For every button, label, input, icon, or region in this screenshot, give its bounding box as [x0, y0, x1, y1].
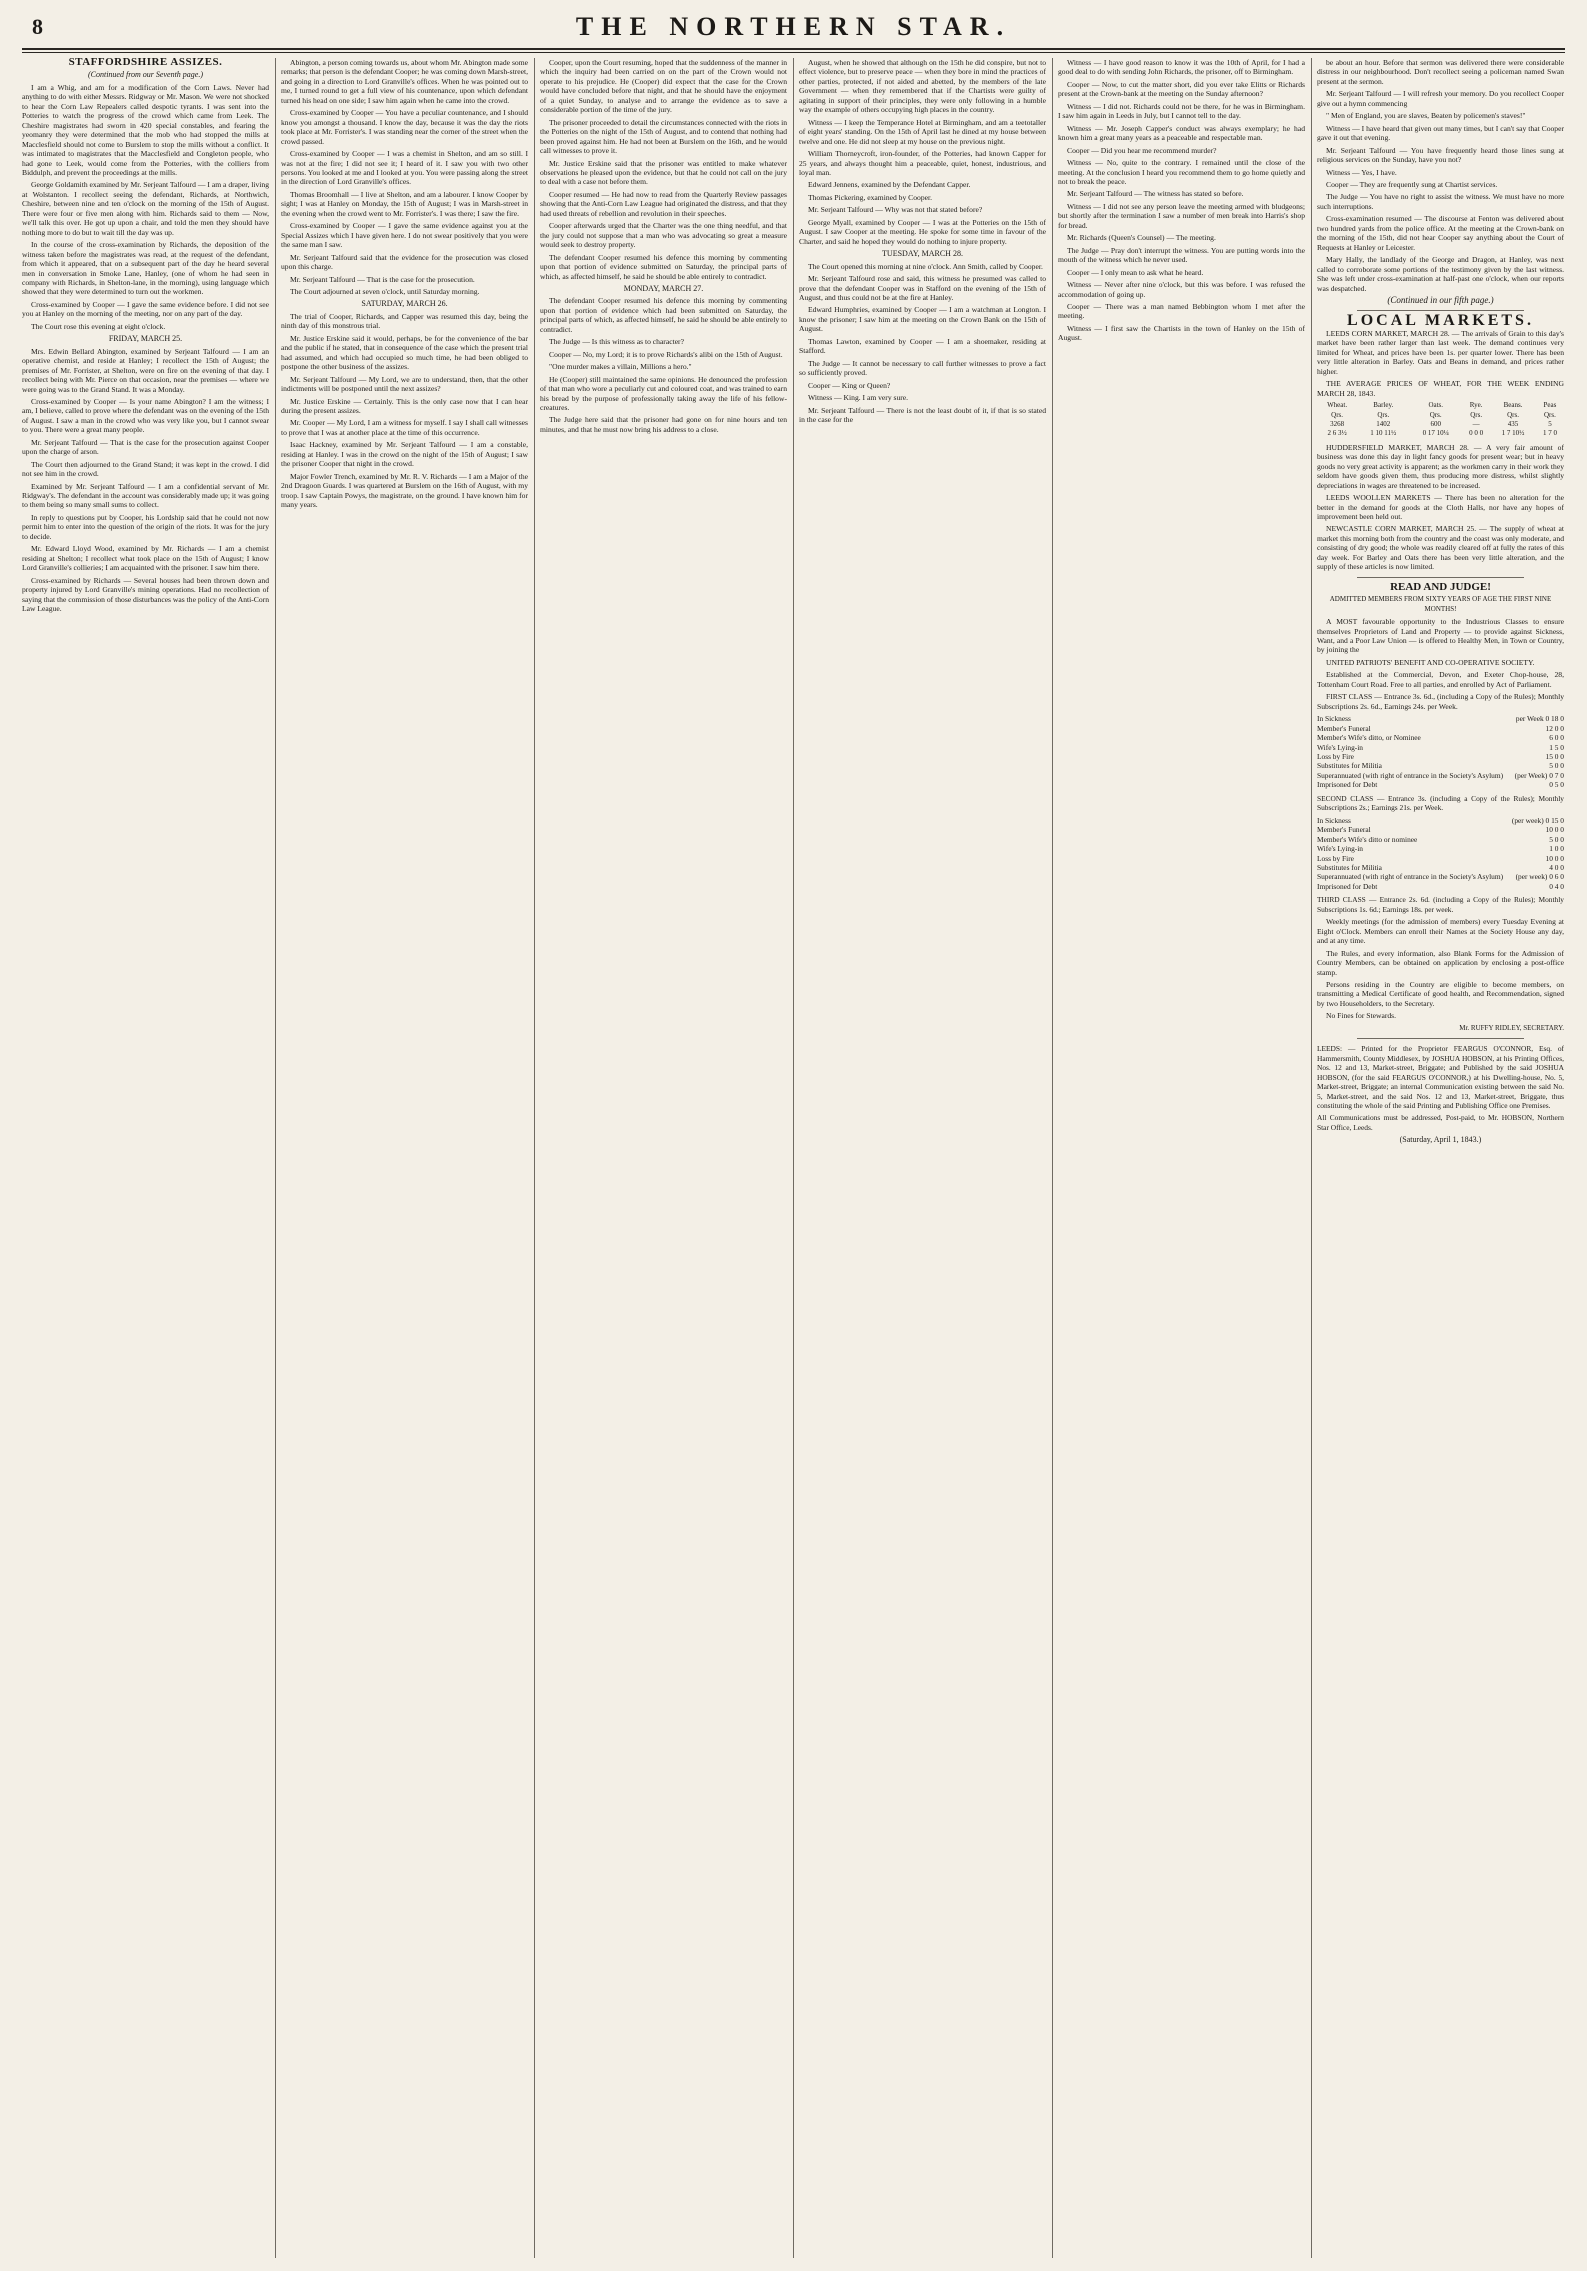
paragraph: Witness — I did not. Richards could not be there, for he was in Birmingham. I saw him again in Leeds in July, but I cannot tell to the day.	[1058, 101, 1305, 121]
paragraph-group	[540, 58, 787, 281]
benefit-rates-table	[1317, 714, 1564, 790]
paragraph: Witness — Never after nine o'clock, but this was before. I was refused the accommodation of going up.	[1058, 280, 1305, 299]
paragraph: The defendant Cooper resumed his defence this morning by commenting upon that portion of evidence which had been submitted on Saturday, the principal parts of which, as affected himself, he said he should be able entirely to contradict.	[540, 296, 787, 334]
rate-amount: 1 0 0	[1549, 844, 1564, 854]
column-6	[1317, 58, 1564, 2258]
paragraph: FIRST CLASS — Entrance 3s. 6d., (including a Copy of the Rules); Monthly Subscriptions 2s. 6d., Earnings 24s. per Week.	[1317, 692, 1564, 711]
paragraph: George Myall, examined by Cooper — I was at the Potteries on the 15th of August. I saw Cooper at the meeting. He spoke for some time in favour of the Charter, and said he hoped they would do nothing to injure property.	[799, 217, 1046, 246]
paragraph: Witness — I have heard that given out many times, but I can't say that Cooper gave it out that evening.	[1317, 123, 1564, 143]
paragraph: The Court opened this morning at nine o'clock. Ann Smith, called by Cooper.	[808, 261, 1043, 271]
advert-heading: READ AND JUDGE!	[1390, 580, 1491, 593]
paragraph: Cross-examined by Cooper — Is your name Abington? I am the witness; I am, I believe, called to prove where the defendant was on the evening of the 15th of August. I saw a man in the crowd who was very like you, but I cannot swear to you. There were a great many people.	[22, 396, 269, 435]
rate-label: Superannuated (with right of entrance in the Society's Asylum)	[1317, 872, 1504, 882]
price-cell: Beans.	[1503, 401, 1523, 410]
column-divider	[1052, 58, 1053, 2258]
rate-row	[1317, 780, 1564, 789]
rate-row	[1317, 835, 1564, 844]
rate-label: Substitutes for Militia	[1317, 761, 1382, 771]
rate-label: Superannuated (with right of entrance in the Society's Asylum)	[1317, 770, 1504, 780]
paragraph: The Court adjourned at seven o'clock, until Saturday morning.	[290, 286, 480, 296]
rate-row	[1317, 752, 1564, 761]
imprint: LEEDS: — Printed for the Proprietor FEARGUS O'CONNOR, Esq. of Hammersmith, County Middlesex, by JOSHUA HOBSON, at his Printing Offices, Nos. 12 and 13, Market-street, Briggate; and Published by the said JOSHUA HOBSON, (for the said FEARGUS O'CONNOR,) at his Dwelling-house, No. 5, Market-street, Briggate; an internal Communication existing between the said No. 5, Market-street, and the said Nos. 12 and 13, Market-street, Briggate, thus constituting the whole of the said Printing and Publishing Office one Premises.	[1317, 1044, 1564, 1110]
paragraph: Edward Jennens, examined by the Defendant Capper.	[808, 180, 971, 190]
price-table	[1317, 401, 1564, 439]
paragraph-group	[1317, 917, 1564, 1021]
article-heading: STAFFORDSHIRE ASSIZES.	[68, 58, 223, 68]
rate-row	[1317, 882, 1564, 891]
section-rule	[1357, 310, 1524, 311]
paragraph: HUDDERSFIELD MARKET, MARCH 28. — A very fair amount of business was done this day in light fancy goods for present wear; but in heavy goods no very great activity is apparent; as the workmen carry in their work they seldom have goods given them, thus producing more distress, whilst slightly depreciations in wages are threatened to be increased.	[1317, 442, 1564, 490]
paragraph: LEEDS WOOLLEN MARKETS — There has been no alteration for the better in the demand for goods at the Cloth Halls, nor have any hopes of improvement been held out.	[1317, 493, 1564, 522]
rate-row	[1317, 854, 1564, 863]
price-cell: Qrs.	[1470, 410, 1483, 419]
paragraph: Examined by Mr. Serjeant Talfourd — I am a confidential servant of Mr. Ridgway's. The defendant in the account was considerably made up; it was going to them being so many small sums to collect.	[22, 481, 269, 510]
price-table-units	[1317, 411, 1564, 420]
rate-label: Member's Wife's ditto or nominee	[1317, 834, 1418, 844]
rate-amount: (per Week) 0 7 0	[1514, 770, 1564, 780]
rate-amount: 4 0 0	[1549, 862, 1564, 872]
rate-label: Loss by Fire	[1317, 752, 1354, 761]
rate-label: Wife's Lying-in	[1317, 742, 1363, 752]
paragraph: Cross-examined by Cooper — I gave the same evidence before. I did not see you at Hanley on the morning of the meeting, nor on any part of the day.	[22, 299, 269, 319]
rate-label: Member's Funeral	[1317, 825, 1371, 835]
rate-label: Member's Wife's ditto, or Nominee	[1317, 733, 1421, 743]
paragraph: The prisoner proceeded to detail the circumstances connected with the riots in the Potteries on the night of the 15th of August, and to contend that nothing had been proved against him. He had not been at Burslem on the 16th, and he would call witnesses to prove it.	[540, 117, 787, 156]
day-heading: FRIDAY, MARCH 25.	[108, 334, 183, 344]
day-heading: SATURDAY, MARCH 26.	[361, 299, 448, 309]
paragraph: Witness — No, quite to the contrary. I remained until the close of the meeting. At the conclusion I heard you recommend them to go home quietly and not to break the peace.	[1058, 158, 1305, 186]
paragraph: Mr. Serjeant Talfourd rose and said, this witness he presumed was called to prove that the defendant Cooper was in Stafford on the evening of the 15th of August, and thus could not be at the fire at Hanley.	[799, 274, 1046, 302]
paragraph: Cross-examined by Cooper — I gave the same evidence against you at the Special Assizes which I have given here. I do not swear positively that you were the same man I saw.	[281, 221, 528, 250]
price-cell: Wheat.	[1327, 401, 1348, 410]
masthead-rule-thin	[22, 52, 1565, 53]
page-number: 8	[32, 14, 43, 39]
price-cell: 0 17 10¼	[1422, 429, 1449, 438]
paragraph: Cooper, upon the Court resuming, hoped that the suddenness of the manner in which the inquiry had been carried on on the part of the Crown would not operate to his prejudice. He (Cooper) did expect that the case for the Crown would have concluded before that night, and that he should have the enjoyment of a quiet Sunday, to analyse and to arrange the evidence as to save a considerable portion of the time of the jury.	[540, 58, 787, 115]
paragraph: Witness — I keep the Temperance Hotel at Birmingham, and am a teetotaller of eight years' standing. On the 15th of April last he dined at my house between twelve and one. He did not sleep at my house on the previous night.	[799, 117, 1046, 146]
column-divider	[275, 58, 276, 2258]
paragraph: Cooper — No, my Lord; it is to prove Richards's alibi on the 15th of August.	[549, 349, 783, 359]
paragraph-group	[22, 482, 269, 614]
paragraph: The trial of Cooper, Richards, and Capper was resumed this day, being the ninth day of this monstrous trial.	[281, 311, 528, 331]
paragraph: Thomas Pickering, examined by Cooper.	[808, 192, 933, 202]
price-cell: Qrs.	[1507, 410, 1519, 419]
paragraph: No Fines for Stewards.	[1326, 1011, 1397, 1021]
price-cell: Qrs.	[1429, 410, 1442, 419]
price-cell: Peas	[1543, 401, 1557, 410]
rate-label: Imprisoned for Debt	[1317, 881, 1378, 891]
paragraph: Mr. Serjeant Talfourd said that the evidence for the prosecution was closed upon this charge.	[281, 252, 528, 272]
paragraph: Established at the Commercial, Devon, and Exeter Chop-house, 28, Tottenham Court Road. Free to all parties, and enrolled by Act of Parliament.	[1317, 670, 1564, 689]
section-rule	[1357, 577, 1524, 578]
rate-amount: (per week) 0 6 0	[1515, 872, 1564, 882]
paragraph: UNITED PATRIOTS' BENEFIT AND CO-OPERATIVE SOCIETY.	[1326, 657, 1535, 667]
newspaper-title: THE NORTHERN STAR.	[575, 12, 1012, 41]
paragraph-group	[1058, 58, 1305, 343]
paragraph: Mr. Justice Erskine said it would, perhaps, be for the convenience of the bar and the public if he stated, that in consequence of the case which the present trial had assumed, and which had occupied so much time, he had been obliged to postpone the other business of the assizes.	[281, 333, 528, 372]
paragraph: The defendant Cooper resumed his defence this morning by commenting upon that portion of evidence submitted on Saturday, the principal parts of which, as affected himself, he said he should be able entirely to contradict.	[540, 252, 787, 281]
paragraph-group	[281, 58, 528, 296]
benefit-rates-table	[1317, 816, 1564, 892]
paragraph: Isaac Hackney, examined by Mr. Serjeant Talfourd — I am a constable, residing at Hanley. I was in the crowd on the night of the 15th of August; I saw the prisoner Cooper that night in the crowd.	[281, 440, 528, 469]
column-2	[281, 58, 528, 2258]
rate-row	[1317, 771, 1564, 780]
newspaper-page	[22, 12, 1565, 2262]
paragraph-group	[1317, 617, 1564, 711]
price-cell: —	[1472, 419, 1480, 428]
price-table-values	[1317, 429, 1564, 438]
column-5	[1058, 58, 1305, 2258]
rate-amount: 12 0 0	[1545, 723, 1564, 733]
paragraph-group	[1317, 443, 1564, 572]
price-cell: 5	[1548, 419, 1552, 428]
rate-amount: 15 0 0	[1545, 752, 1564, 761]
price-cell: Qrs.	[1377, 410, 1390, 419]
paragraph: Mr. Justice Erskine said that the prisoner was entitled to make whatever observations he pleased upon the evidence, but that he could not call on the jury to deal with a case not before them.	[540, 158, 787, 187]
paragraph: Cooper — There was a man named Bebbington whom I met after the meeting.	[1058, 301, 1305, 321]
rate-row	[1317, 825, 1564, 834]
rate-label: In Sickness	[1317, 815, 1351, 825]
issue-date: (Saturday, April 1, 1843.)	[1399, 1135, 1482, 1145]
paragraph: The Court then adjourned to the Grand Stand; it was kept in the crowd. I did not see him in the crowd.	[22, 459, 269, 479]
paragraph-group	[1317, 329, 1564, 398]
rate-label: Substitutes for Militia	[1317, 862, 1382, 872]
column-1	[22, 58, 269, 2258]
paragraph: Mr. Edward Lloyd Wood, examined by Mr. Richards — I am a chemist residing at Shelton; I recollect what took place on the 15th of August; I know Lord Granville's collieries; I am acquainted with the prisoner. I saw him there.	[22, 544, 269, 573]
paragraph: A MOST favourable opportunity to the Industrious Classes to ensure themselves Proprietors of Land and Property — to provide against Sickness, Want, and a Poor Law Union — is offered to Healthy Men, in Town or Country, by joining the	[1317, 617, 1564, 655]
paragraph: "One murder makes a villain, Millions a hero."	[549, 362, 692, 372]
price-cell: 1 7 0	[1542, 429, 1557, 438]
section-rule	[1357, 1038, 1524, 1039]
rate-amount: 10 0 0	[1545, 825, 1564, 835]
paragraph: Cooper — I only mean to ask what he heard.	[1067, 267, 1204, 277]
paragraph: Mr. Serjeant Talfourd — The witness has stated so before.	[1067, 189, 1244, 199]
rate-amount: per Week 0 18 0	[1515, 714, 1564, 724]
paragraph: Witness — King. I am very sure.	[808, 393, 909, 403]
paragraph: Cooper — They are frequently sung at Chartist services.	[1326, 179, 1498, 189]
rate-label: Imprisoned for Debt	[1317, 780, 1378, 790]
paragraph: Cross-examined by Cooper — I was a chemist in Shelton, and am so still. I was not at the fire; I did not see it; I heard of it. I saw you with two other persons. You looked at me and I looked at you. You were passing along the street in the direction of Lord Granville's offices.	[281, 149, 528, 187]
paragraph: William Thorneycroft, iron-founder, of the Potteries, had known Capper for 25 years, and always thought him a peaceable, quiet, honest, industrious, and loyal man.	[799, 149, 1046, 177]
paragraph: George Goldamith examined by Mr. Serjeant Talfourd — I am a draper, living at Wolstanton. I recollect seeing the defendant, Richards, at Northwich, Cheshire, between nine and ten o'clock on the morning of the 15th of August. There were four or five men along with him. Richards said to them — Now, we'll talk this over. He got up upon a chair, and told the men they should have nothing more to do but to wait till the day was up.	[22, 180, 269, 237]
rate-row	[1317, 733, 1564, 742]
paragraph: Mary Hally, the landlady of the George and Dragon, at Hanley, was next called to corroborate some portions of the testimony given by the last witness. She was left under cross-examination at half-past one o'clock, when our reports was despatched.	[1317, 255, 1564, 293]
rate-amount: 5 0 0	[1549, 834, 1564, 844]
paragraph: Cross-examination resumed — The discourse at Fenton was delivered about two hundred yards from the police office. At the meeting at the Crown-bank on the morning of the 15th, did not hear Cooper say anything about the Court of Requests at Hanley or Leicester.	[1317, 214, 1564, 252]
rate-row	[1317, 724, 1564, 733]
rate-amount: 1 5 0	[1549, 742, 1564, 752]
price-table-header	[1317, 401, 1564, 410]
paragraph: Major Fowler Trench, examined by Mr. R. V. Richards — I am a Major of the 2nd Dragoon Guards. I was quartered at Burslem on the 16th of August, with my troop. I saw Captain Powys, the magistrate, on the ground. I have known him for many years.	[281, 471, 528, 510]
column-3	[540, 58, 787, 2258]
paragraph: Weekly meetings (for the admission of members) every Tuesday Evening at Eight o'Clock. Members can enroll their Names at the Society House any day, and at any time.	[1317, 917, 1564, 946]
advert-subheading: ADMITTED MEMBERS FROM SIXTY YEARS OF AGE THE FIRST NINE MONTHS!	[1329, 595, 1552, 613]
rate-amount: 6 0 0	[1549, 733, 1564, 743]
column-divider	[793, 58, 794, 2258]
paragraph: Witness — Mr. Joseph Capper's conduct was always exemplary; he had known him a great many years as a peaceable and respectable man.	[1058, 123, 1305, 143]
price-cell: 3268	[1330, 419, 1345, 428]
paragraph: Mr. Serjeant Talfourd — My Lord, we are to understand, then, that the other indictments will be postponed until the next assizes?	[281, 374, 528, 394]
price-cell: 435	[1507, 419, 1519, 428]
price-cell: 1402	[1376, 419, 1391, 428]
masthead-rule	[22, 48, 1565, 50]
rate-label: Loss by Fire	[1317, 853, 1354, 863]
paragraph: Mr. Cooper — My Lord, I am a witness for myself. I say I shall call witnesses to prove that I was at another place at the time of this occurrence.	[281, 418, 528, 437]
rate-amount: (per week) 0 15 0	[1511, 815, 1564, 825]
paragraph: Edward Humphries, examined by Cooper — I am a watchman at Longton. I know the prisoner; I saw him at the meeting on the Crown Bank on the 15th of August.	[799, 305, 1046, 334]
paragraph: Cross-examined by Cooper — You have a peculiar countenance, and I should know you amongst a thousand. I know the day, because it was the day the riots took place at Mr. Forrister's. I was standing near the corner of the street when the crowd passed.	[281, 108, 528, 146]
rate-row	[1317, 816, 1564, 825]
price-cell: Rye.	[1469, 401, 1483, 410]
column-divider	[534, 58, 535, 2258]
paragraph: LEEDS CORN MARKET, MARCH 28. — The arrivals of Grain to this day's market have been rather larger than last week. The demand continues very limited for Wheat, and prices have been 1s. per quarter lower. There has been very little alteration in Barley. Oats and Beans in demand, and prices rather higher.	[1317, 328, 1564, 376]
column-divider	[1311, 58, 1312, 2258]
paragraph: Witness — Yes, I have.	[1326, 167, 1397, 177]
paragraph: Witness — I did not see any person leave the meeting armed with bludgeons; but shortly after the termination I saw a number of men break into Harris's shop for bread.	[1058, 201, 1305, 230]
price-cell: 2 6 3½	[1327, 429, 1347, 438]
rate-row	[1317, 863, 1564, 872]
rate-amount: 10 0 0	[1545, 853, 1564, 863]
rate-amount: 0 5 0	[1549, 780, 1564, 790]
paragraph: The Judge — It cannot be necessary to call further witnesses to prove a fact so sufficiently proved.	[799, 358, 1046, 378]
rate-label: Wife's Lying-in	[1317, 844, 1363, 854]
day-heading: MONDAY, MARCH 27.	[623, 283, 704, 293]
paragraph: The Court rose this evening at eight o'clock.	[31, 321, 166, 331]
paragraph: Cooper — King or Queen?	[808, 380, 891, 390]
paragraph: be about an hour. Before that sermon was delivered there were considerable distress in our neighbourhood. Don't recollect seeing a policeman named Swan present at the sermon.	[1317, 58, 1564, 86]
rate-row	[1317, 714, 1564, 723]
paragraph: The Judge — Is this witness as to character?	[549, 337, 684, 347]
rate-amount: 0 4 0	[1549, 881, 1564, 891]
price-cell: 1 10 11½	[1370, 429, 1397, 438]
rate-row	[1317, 761, 1564, 770]
paragraph: Mr. Serjeant Talfourd — That is the case for the prosecution.	[290, 274, 475, 284]
paragraph: The Judge here said that the prisoner had gone on for nine hours and ten minutes, and that he must now bring his address to a close.	[540, 415, 787, 434]
price-cell: 1 7 10½	[1501, 429, 1525, 438]
paragraph: Witness — I have good reason to know it was the 10th of April, for I had a good deal to do with sending John Richards, the prisoner, off to Birmingham.	[1058, 58, 1305, 77]
paragraph: THE AVERAGE PRICES OF WHEAT, FOR THE WEEK ENDING MARCH 28, 1843.	[1317, 379, 1564, 398]
paragraph: Thomas Lawton, examined by Cooper — I am a shoemaker, residing at Stafford.	[799, 336, 1046, 356]
paragraph: Mr. Serjeant Talfourd — There is not the least doubt of it, if that is so stated in the case for the	[799, 405, 1046, 424]
paragraph: Mr. Serjeant Talfourd — You have frequently heard those lines sung at religious services on the Sunday, have you not?	[1317, 145, 1564, 165]
class-note: SECOND CLASS — Entrance 3s. (including a Copy of the Rules); Monthly Subscriptions 2s.; Earnings 21s. per Week.	[1317, 793, 1564, 813]
markets-heading: LOCAL MARKETS.	[1347, 312, 1534, 330]
rate-label: In Sickness	[1317, 714, 1351, 724]
rate-amount: 5 0 0	[1549, 761, 1564, 771]
paragraph: Witness — I first saw the Chartists in the town of Hanley on the 15th of August.	[1058, 323, 1305, 343]
price-cell: Qrs.	[1331, 410, 1344, 419]
article-subheading: (Continued from our Seventh page.)	[87, 70, 203, 80]
paragraph: The Judge — You have no right to assist the witness. We must have no more such interruptions.	[1317, 192, 1564, 211]
day-heading: TUESDAY, MARCH 28.	[882, 249, 963, 259]
paragraph: August, when he showed that although on the 15th he did conspire, but not to effect violence, but to preserve peace — when they bore in mind the practices of other parties, protected, if not aided and abetted, by the members of the late Government — when they remembered that if the Chartists were guilty of agitating in support of their principles, they were only following in a humble way the example of others occupying high places in the country.	[799, 58, 1046, 115]
paragraph-group	[281, 312, 528, 510]
paragraph-group	[799, 58, 1046, 246]
paragraph-group	[799, 262, 1046, 425]
class-note: THIRD CLASS — Entrance 2s. 6d. (including a Copy of the Rules); Monthly Subscriptions 1s. 6d.; Earnings 18s. per week.	[1317, 895, 1564, 914]
masthead	[22, 12, 1565, 46]
imprint-address: All Communications must be addressed, Post-paid, to Mr. HOBSON, Northern Star Office, Leeds.	[1317, 1113, 1564, 1132]
paragraph: " Men of England, you are slaves, Beaten by policemen's staves!"	[1326, 111, 1526, 121]
paragraph: In the course of the cross-examination by Richards, the deposition of the witness taken before the magistrates was read, at the request of the defendant, from which it appeared, that on a subsequent part of the day he heard several men in conversation in Smoke Lane, Hanley, (one of whom he had seen in company with Richards, in Shelton-lane, in the morning), using language which showed that they were determined to turn out the workmen.	[22, 240, 269, 297]
paragraph: Cross-examined by Richards — Several houses had been thrown down and property injured by Lord Granville's mining operations. Had no recollection of saying that the commission of those disturbances was the policy of the Anti-Corn Law League.	[22, 575, 269, 614]
price-cell: Barley.	[1373, 401, 1394, 410]
paragraph: He (Cooper) still maintained the same opinions. He denounced the profession of that man who wore a peculiarly cut and coloured coat, and was trained to earn his bread by the purpose of professionally taking away the life of his fellow-creatures.	[540, 374, 787, 412]
price-cell: Qrs.	[1544, 410, 1556, 419]
paragraph: I am a Whig, and am for a modification of the Corn Laws. Never had anything to do with either Messrs. Ridgway or Mr. Mason. We were not shocked to hear the Corn Law Repealers called despotic tyrants. I was sent into the Potteries to watch the progress of the crowd which came from Leek. The Cheshire magistrates had sworn in 420 special constables, and fearing the yeomanry they were determined that the mob who had stopped the mills at Macclesfield should not come to Burslem to stop the mills without a conflict. It was intimated to magistrates that the Macclesfield and Congleton people, who had gone to Leek, would come from the Potteries, with the colliers from Biddulph, and prevent the proceedings at the mills.	[22, 82, 269, 177]
paragraph-group	[22, 347, 269, 479]
paragraph: Mrs. Edwin Bellard Abington, examined by Serjeant Talfourd — I am an operative chemist, and reside at Hanley; I recollect the 15th of August; the premises of Mr. Forrister, at Shelton, were on fire on the evening of that day. I recollect being with Mr. Pierce on that occasion, near the premises — where we were going was to the Grand Stand. It was a Monday.	[22, 346, 269, 394]
paragraph: Abington, a person coming towards us, about whom Mr. Abington made some remarks; that person is the defendant Cooper; he was coming down Marsh-street, and going in a direction to Lord Granville's offices. When he was pointed out to me, I turned round to get a full view of his countenance, upon which defendant turned his head on one side; I saw him again when he came into the crowd.	[281, 58, 528, 105]
paragraph-group	[540, 296, 787, 434]
price-cell: Oats.	[1428, 401, 1444, 410]
price-cell: 600	[1430, 419, 1441, 428]
paragraph: The Judge — Pray don't interrupt the witness. You are putting words into the mouth of the witness which he never used.	[1058, 245, 1305, 265]
rate-row	[1317, 743, 1564, 752]
rate-row	[1317, 844, 1564, 853]
paragraph: In reply to questions put by Cooper, his Lordship said that he could not now permit him to enter into the question of the origin of the riots. It was for the jury to decide.	[22, 512, 269, 541]
continued-note: (Continued in our fifth page.)	[1387, 294, 1494, 305]
paragraph: Cooper — Now, to cut the matter short, did you ever take Elitts or Richards present at the Crown-bank at the meeting on the Sunday afternoon?	[1058, 79, 1305, 99]
rate-label: Member's Funeral	[1317, 723, 1371, 733]
paragraph: Cooper — Did you hear me recommend murder?	[1067, 145, 1217, 155]
paragraph: The Rules, and every information, also Blank Forms for the Admission of Country Members, can be obtained on application by enclosing a post-office stamp.	[1317, 948, 1564, 977]
price-table-quantities	[1317, 420, 1564, 429]
paragraph-group	[1317, 58, 1564, 293]
paragraph: Mr. Richards (Queen's Counsel) — The meeting.	[1067, 233, 1216, 243]
paragraph-group	[22, 83, 269, 331]
paragraph: Cooper resumed — He had now to read from the Quarterly Review passages showing that the Anti-Corn Law League had originated the distress, and that they had used threats of rebellion and revolution in their speeches.	[540, 189, 787, 218]
paragraph: Mr. Serjeant Talfourd — I will refresh your memory. Do you recollect Cooper give out a hymn commencing	[1317, 89, 1564, 108]
columns	[22, 58, 1565, 2258]
paragraph: Mr. Serjeant Talfourd — That is the case for the prosecution against Cooper upon the charge of arson.	[22, 437, 269, 457]
paragraph: NEWCASTLE CORN MARKET, MARCH 25. — The supply of wheat at market this morning both from the country and the coast was only moderate, and consisting of dry good; the whole was readily cleared off at fully the rates of this day week. For Barley and Oats there has been very little alteration, and the supply of these articles is now limited.	[1317, 524, 1564, 572]
paragraph: Mr. Justice Erskine — Certainly. This is the only case now that I can hear during the present assizes.	[281, 396, 528, 415]
price-cell: 0 0 0	[1469, 429, 1484, 438]
secretary-signature: Mr. RUFFY RIDLEY, SECRETARY.	[1459, 1023, 1564, 1032]
column-4	[799, 58, 1046, 2258]
paragraph: Thomas Broomhall — I live at Shelton, and am a labourer. I know Cooper by sight; I was at Hanley on Monday, the 15th of August; I was in Marsh-street in the evening when the crowd went to Mr. Forrister's. I was there; I saw the fire.	[281, 189, 528, 218]
rate-row	[1317, 872, 1564, 881]
paragraph: Mr. Serjeant Talfourd — Why was not that stated before?	[808, 205, 983, 215]
paragraph: Cooper afterwards urged that the Charter was the one thing needful, and that the jury could not suppose that a man who was advocating so great a measure would seek to destroy property.	[540, 221, 787, 250]
paragraph: Persons residing in the Country are eligible to become members, on transmitting a Medical Certificate of good health, and Recommendation, signed by two Householders, to the Secretary.	[1317, 979, 1564, 1008]
